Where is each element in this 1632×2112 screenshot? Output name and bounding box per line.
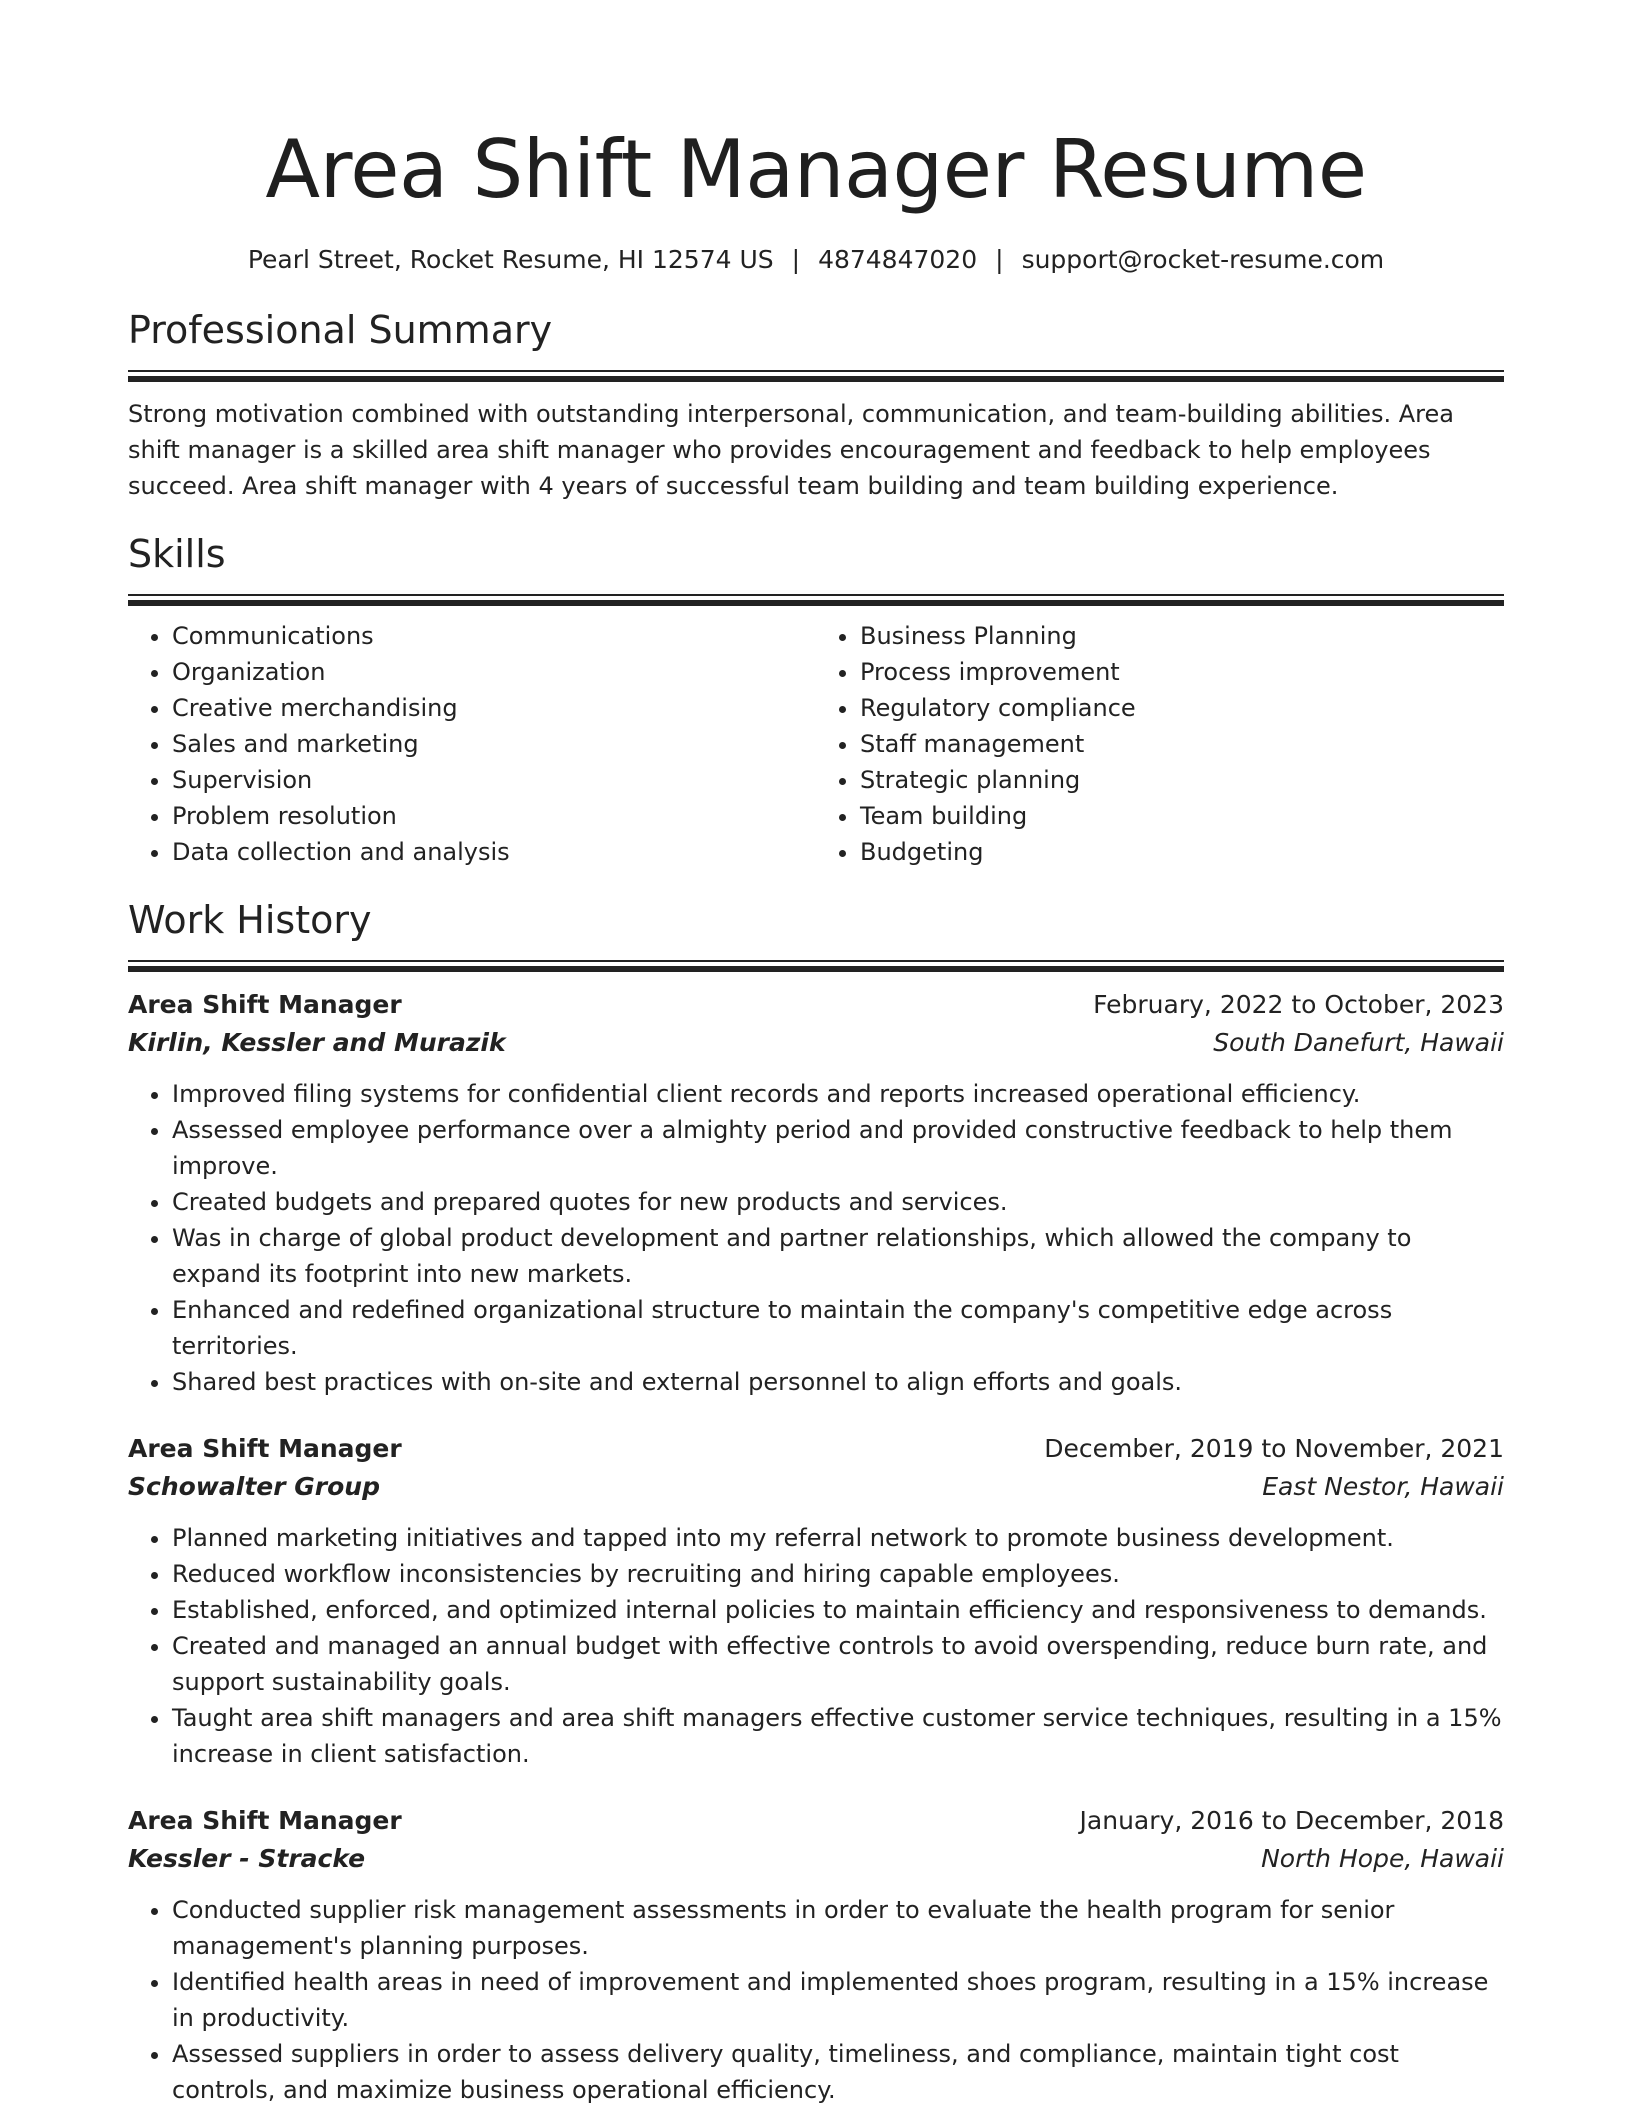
job-bullets xyxy=(128,1892,1504,2108)
job-entry xyxy=(128,1430,1504,1772)
skill-item: • Regulatory compliance xyxy=(860,690,1504,726)
skill-item: • Organization xyxy=(172,654,816,690)
job-bullet: • Established, enforced, and optimized internal policies to maintain efficiency and responsiveness to demands. xyxy=(172,1592,1504,1628)
job-dates: December, 2019 to November, 2021 xyxy=(1044,1434,1504,1463)
skill-item: • Communications xyxy=(172,618,816,654)
skills-heading: Skills xyxy=(128,532,226,576)
skills-columns xyxy=(128,618,1504,870)
job-location: South Danefurt, Hawaii xyxy=(1213,1028,1504,1057)
skill-item: • Sales and marketing xyxy=(172,726,816,762)
job-company-row xyxy=(128,1024,1504,1062)
skill-item: • Strategic planning xyxy=(860,762,1504,798)
job-entry xyxy=(128,1802,1504,2108)
job-company-row xyxy=(128,1468,1504,1506)
job-bullet: • Created and managed an annual budget with effective controls to avoid overspending, reduce burn rate, and support sustainability goals. xyxy=(172,1628,1504,1700)
skill-item: • Problem resolution xyxy=(172,798,816,834)
contact-phone: 4874847020 xyxy=(818,245,978,274)
job-company: Kessler - Stracke xyxy=(128,1844,366,1873)
job-title: Area Shift Manager xyxy=(128,1806,402,1835)
job-bullet: • Taught area shift managers and area shift managers effective customer service techniques, resulting in a 15% increase in client satisfaction. xyxy=(172,1700,1504,1772)
job-company: Schowalter Group xyxy=(128,1472,380,1501)
skill-item: • Budgeting xyxy=(860,834,1504,870)
contact-separator: | xyxy=(791,245,801,274)
job-title: Area Shift Manager xyxy=(128,1434,402,1463)
skill-item: • Supervision xyxy=(172,762,816,798)
skill-item: • Process improvement xyxy=(860,654,1504,690)
skills-list-left xyxy=(128,618,816,870)
summary-text: Strong motivation combined with outstanding interpersonal, communication, and team-building abilities. Area shift manager is a skilled area shift manager who provides encouragement and feedback to help employees succeed. Area shift manager with 4 years of successful team building and team building experience. xyxy=(128,400,1454,500)
section-divider xyxy=(128,370,1504,382)
job-entry xyxy=(128,986,1504,1400)
work-section xyxy=(128,894,1504,2108)
job-company: Kirlin, Kessler and Murazik xyxy=(128,1028,506,1057)
section-divider xyxy=(128,960,1504,972)
job-bullet: • Assessed employee performance over a almighty period and provided constructive feedback to help them improve. xyxy=(172,1112,1504,1184)
job-bullet: • Conducted supplier risk management assessments in order to evaluate the health program for senior management's planning purposes. xyxy=(172,1892,1504,1964)
job-bullet: • Improved filing systems for confidential client records and reports increased operational efficiency. xyxy=(172,1076,1504,1112)
resume-title: Area Shift Manager Resume xyxy=(265,123,1367,216)
contact-separator: | xyxy=(995,245,1004,274)
job-header-row xyxy=(128,986,1504,1024)
job-header-row xyxy=(128,1802,1504,1840)
work-heading: Work History xyxy=(128,898,372,942)
job-company-row xyxy=(128,1840,1504,1878)
job-bullet: • Planned marketing initiatives and tapped into my referral network to promote business development. xyxy=(172,1520,1504,1556)
section-divider xyxy=(128,594,1504,606)
job-bullet: • Identified health areas in need of improvement and implemented shoes program, resulting in a 15% increase in productivity. xyxy=(172,1964,1504,2036)
job-bullets xyxy=(128,1520,1504,1772)
job-location: East Nestor, Hawaii xyxy=(1262,1472,1504,1501)
job-bullets xyxy=(128,1076,1504,1400)
job-bullet: • Was in charge of global product development and partner relationships, which allowed the company to expand its footprint into new markets. xyxy=(172,1220,1504,1292)
skill-item: • Creative merchandising xyxy=(172,690,816,726)
job-bullet: • Shared best practices with on-site and external personnel to align efforts and goals. xyxy=(172,1364,1504,1400)
skill-item: • Staff management xyxy=(860,726,1504,762)
skill-item: • Business Planning xyxy=(860,618,1504,654)
job-title: Area Shift Manager xyxy=(128,990,402,1019)
skill-item: • Data collection and analysis xyxy=(172,834,816,870)
skills-list-right xyxy=(816,618,1504,870)
contact-email: support@rocket-resume.com xyxy=(1021,245,1385,274)
job-location: North Hope, Hawaii xyxy=(1261,1844,1504,1873)
summary-section xyxy=(128,304,1504,504)
skills-section xyxy=(128,528,1504,870)
job-dates: February, 2022 to October, 2023 xyxy=(1093,990,1504,1019)
skill-item: • Team building xyxy=(860,798,1504,834)
job-dates: January, 2016 to December, 2018 xyxy=(1079,1806,1504,1835)
job-bullet: • Enhanced and redefined organizational structure to maintain the company's competitive edge across territories. xyxy=(172,1292,1504,1364)
job-bullet: • Created budgets and prepared quotes for new products and services. xyxy=(172,1184,1504,1220)
summary-heading: Professional Summary xyxy=(128,308,553,352)
job-bullet: • Assessed suppliers in order to assess delivery quality, timeliness, and compliance, maintain tight cost controls, and maximize business operational efficiency. xyxy=(172,2036,1504,2108)
contact-address: Pearl Street, Rocket Resume, HI 12574 US xyxy=(247,245,774,274)
job-bullet: • Reduced workflow inconsistencies by recruiting and hiring capable employees. xyxy=(172,1556,1504,1592)
job-header-row xyxy=(128,1430,1504,1468)
contact-line xyxy=(128,242,1504,278)
